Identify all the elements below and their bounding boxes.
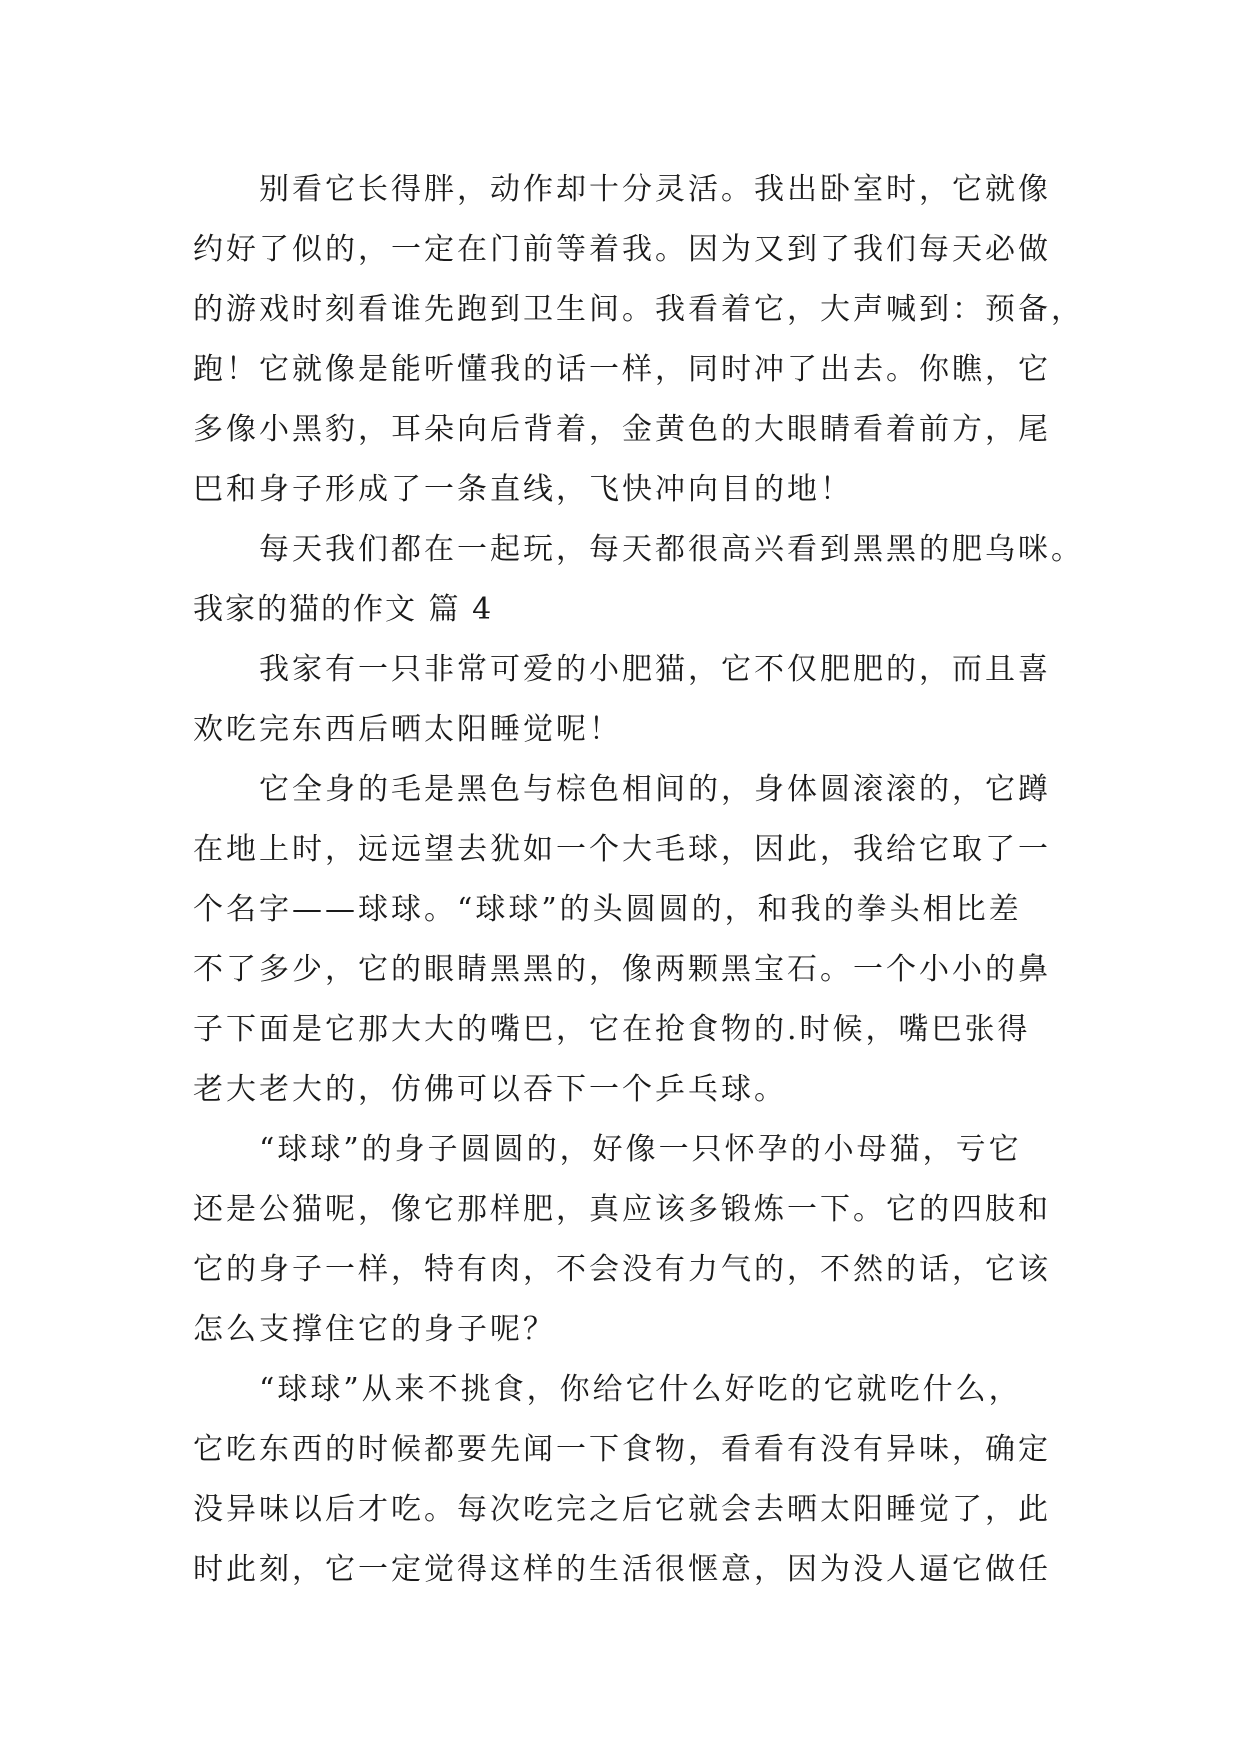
paragraph-line: 子下面是它那大大的嘴巴，它在抢食物的.时候，嘴巴张得 (193, 1012, 1031, 1047)
paragraph-line: 跑！它就像是能听懂我的话一样，同时冲了出去。你瞧，它 (193, 352, 1051, 387)
article-body (193, 160, 1084, 1600)
paragraph-line: 我家有一只非常可爱的小肥猫，它不仅肥肥的，而且喜 (259, 652, 1051, 687)
paragraph-line: 个名字——球球。“球球”的头圆圆的，和我的拳头相比差 (193, 892, 1022, 927)
paragraph-line: 它的身子一样，特有肉，不会没有力气的，不然的话，它该 (193, 1252, 1051, 1287)
paragraph-line: 巴和身子形成了一条直线，飞快冲向目的地！ (193, 472, 853, 507)
paragraph-line: 的游戏时刻看谁先跑到卫生间。我看着它，大声喊到：预备， (193, 292, 1084, 327)
paragraph-line: “球球”从来不挑食，你给它什么好吃的它就吃什么， (259, 1372, 1022, 1407)
paragraph-line: 多像小黑豹，耳朵向后背着，金黄色的大眼睛看着前方，尾 (193, 412, 1051, 447)
paragraph-line: 欢吃完东西后晒太阳睡觉呢！ (193, 712, 622, 747)
paragraph-line: 别看它长得胖，动作却十分灵活。我出卧室时，它就像 (259, 172, 1051, 207)
paragraph-line: 它全身的毛是黑色与棕色相间的，身体圆滚滚的，它蹲 (259, 772, 1051, 807)
paragraph-line: 约好了似的，一定在门前等着我。因为又到了我们每天必做 (193, 232, 1051, 267)
paragraph-line: 没异味以后才吃。每次吃完之后它就会去晒太阳睡觉了，此 (193, 1492, 1051, 1527)
paragraph-line: “球球”的身子圆圆的，好像一只怀孕的小母猫，亏它 (259, 1132, 1022, 1167)
paragraph-line: 它吃东西的时候都要先闻一下食物，看看有没有异味，确定 (193, 1432, 1051, 1467)
paragraph-line: 在地上时，远远望去犹如一个大毛球，因此，我给它取了一 (193, 832, 1051, 867)
paragraph-line: 老大老大的，仿佛可以吞下一个乒乓球。 (193, 1072, 787, 1107)
paragraph-line: 每天我们都在一起玩，每天都很高兴看到黑黑的肥乌咪。 (259, 532, 1084, 567)
section-heading: 我家的猫的作文 篇 4 (193, 592, 494, 627)
paragraph-line: 时此刻，它一定觉得这样的生活很惬意，因为没人逼它做任 (193, 1552, 1051, 1587)
paragraph-line: 不了多少，它的眼睛黑黑的，像两颗黑宝石。一个小小的鼻 (193, 952, 1051, 987)
paragraph-line: 还是公猫呢，像它那样肥，真应该多锻炼一下。它的四肢和 (193, 1192, 1051, 1227)
paragraph-line: 怎么支撑住它的身子呢？ (193, 1312, 556, 1347)
